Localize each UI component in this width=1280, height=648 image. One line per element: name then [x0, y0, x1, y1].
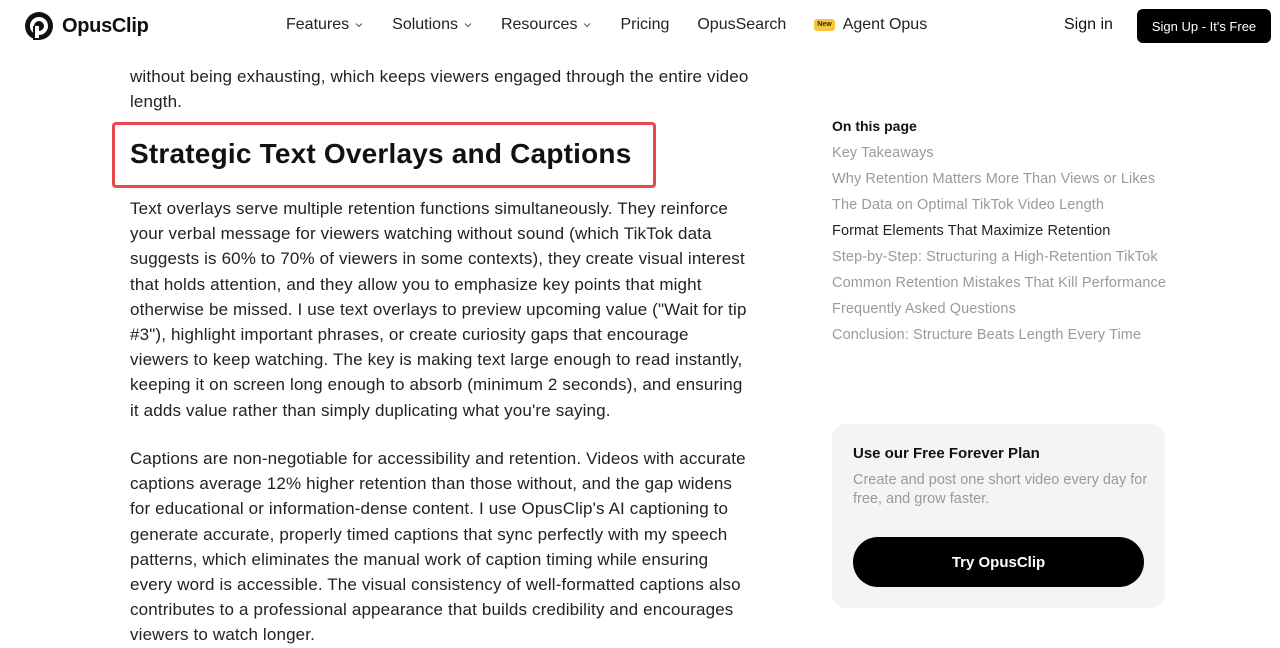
nav-pricing-label: Pricing — [620, 16, 670, 33]
free-plan-card — [832, 424, 1165, 608]
text-overlays-paragraph: Text overlays serve multiple retention functions simultaneously. They reinforce your verbal message for viewers watching without sound (which TikTok data suggests is 60% to 70% of viewers in some contexts), they create visual interest that holds attention, and they allow you to emphasize key points that might otherwise be missed. I use text overlays to preview upcoming value ("Wait for tip #3"), highlight important phrases, or create curiosity gaps that encourage viewers to keep watching. The key is making text large enough to read instantly, keeping it on screen long enough to absorb (minimum 2 seconds), and ensuring it adds value rather than simply duplicating what you're saying. — [130, 199, 747, 420]
free-plan-description: Create and post one short video every day for free, and grow faster. — [853, 472, 1148, 507]
toc-item-data-optimal-length[interactable]: The Data on Optimal TikTok Video Length — [832, 197, 1105, 213]
toc-item-step-by-step[interactable]: Step-by-Step: Structuring a High-Retention TikTok — [832, 249, 1158, 265]
brand-logo[interactable] — [24, 11, 149, 41]
nav-solutions[interactable] — [392, 16, 473, 34]
sign-in-link[interactable]: Sign in — [1064, 16, 1113, 33]
sign-up-button[interactable]: Sign Up - It's Free — [1137, 9, 1271, 43]
nav-pricing[interactable] — [620, 16, 669, 34]
chevron-down-icon — [463, 20, 473, 30]
table-of-contents — [832, 116, 1172, 352]
toc-item-why-retention[interactable]: Why Retention Matters More Than Views or Likes — [832, 171, 1156, 187]
toc-item-format-elements[interactable]: Format Elements That Maximize Retention — [832, 223, 1111, 239]
toc-item-key-takeaways[interactable]: Key Takeaways — [832, 145, 934, 161]
nav-resources[interactable] — [501, 16, 592, 34]
nav-agent-opus-label: Agent Opus — [842, 16, 928, 33]
new-badge: New — [814, 19, 834, 31]
nav-solutions-label: Solutions — [392, 16, 458, 33]
captions-paragraph: Captions are non-negotiable for accessibility and retention. Videos with accurate captions average 12% higher retention than those without, and the gap widens for educational or information-dense content. I use OpusClip's AI captioning to generate accurate, properly timed captions that sync perfectly with my speech patterns, which eliminates the manual work of caption timing while ensuring every word is accessible. The visual consistency of well-formatted captions also contributes to a professional appearance that builds credibility and encourages viewers to watch longer. — [130, 449, 746, 645]
toc-item-faq[interactable]: Frequently Asked Questions — [832, 301, 1016, 317]
toc-item-common-mistakes[interactable]: Common Retention Mistakes That Kill Performance — [832, 275, 1167, 291]
nav-resources-label: Resources — [500, 16, 578, 33]
nav-features-label: Features — [286, 16, 350, 33]
toc-item-conclusion[interactable]: Conclusion: Structure Beats Length Every Time — [832, 327, 1142, 343]
try-opusclip-button[interactable]: Try OpusClip — [853, 537, 1144, 587]
toc-title: On this page — [832, 118, 917, 134]
nav-features[interactable] — [286, 16, 364, 34]
chevron-down-icon — [582, 20, 592, 30]
free-plan-title: Use our Free Forever Plan — [853, 445, 1040, 462]
brand-name: OpusClip — [62, 14, 149, 37]
main-nav — [286, 0, 955, 50]
section-heading: Strategic Text Overlays and Captions — [130, 138, 632, 169]
intro-paragraph: without being exhausting, which keeps viewers engaged through the entire video length. — [130, 67, 749, 112]
nav-agent-opus[interactable] — [814, 16, 927, 34]
site-header — [0, 0, 1280, 50]
nav-opussearch[interactable] — [697, 16, 786, 34]
nav-opussearch-label: OpusSearch — [697, 16, 787, 33]
opusclip-logo-icon — [24, 11, 54, 41]
chevron-down-icon — [354, 20, 364, 30]
